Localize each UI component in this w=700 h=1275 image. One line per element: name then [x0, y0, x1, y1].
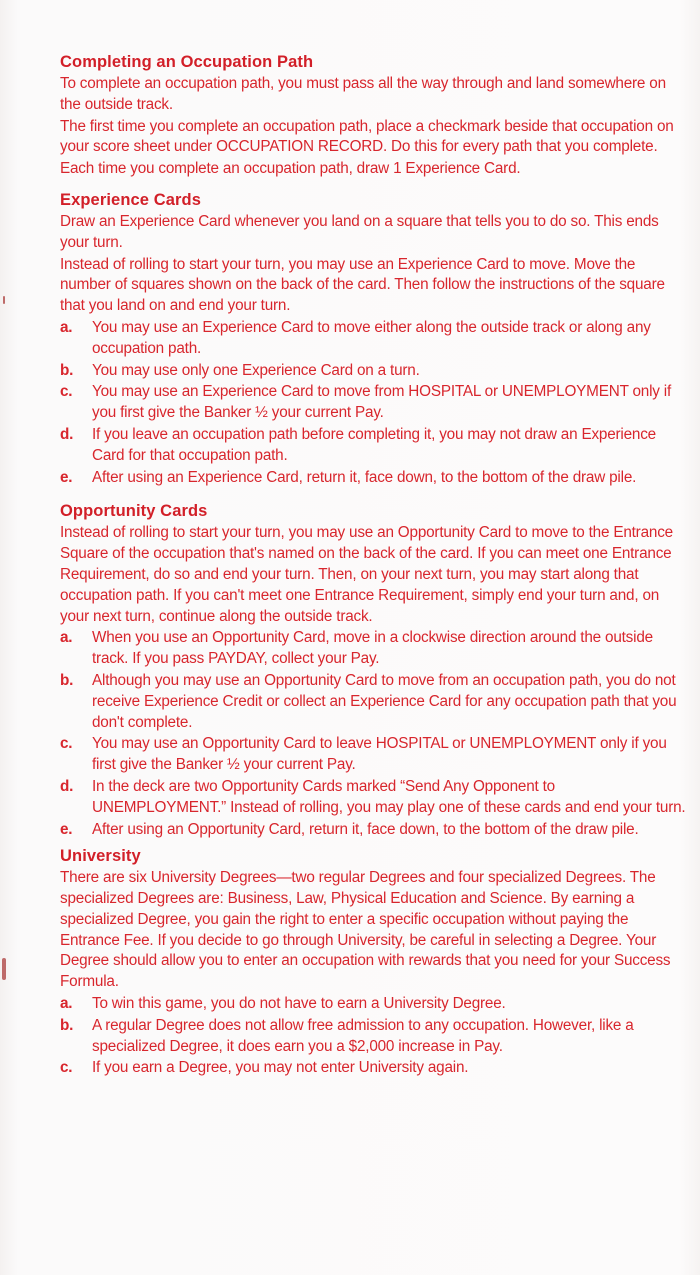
list-item	[60, 734, 686, 776]
item-text: You may use an Experience Card to move from HOSPITAL or UNEMPLOYMENT only if you first give the Banker ½ your current Pay.	[92, 383, 672, 422]
item-letter: c.	[60, 1059, 73, 1077]
list-item	[60, 994, 686, 1015]
list-item	[60, 628, 686, 670]
section-heading: Opportunity Cards	[60, 502, 208, 521]
item-letter: a.	[60, 995, 73, 1013]
item-text: If you leave an occupation path before completing it, you may not draw an Experience Card for that occupation path.	[92, 425, 656, 464]
item-text: When you use an Opportunity Card, move in a clockwise direction around the outside track. If you pass PAYDAY, collect your Pay.	[92, 629, 653, 668]
item-letter: d.	[60, 777, 74, 795]
list-item	[60, 318, 686, 360]
item-text: To win this game, you do not have to earn a University Degree.	[92, 995, 506, 1013]
rule-list	[60, 994, 686, 1079]
item-letter: e.	[60, 820, 73, 838]
paragraph: Instead of rolling to start your turn, you may use an Opportunity Card to move to the Entrance Square of the occupation that's named on the back of the card. If you can meet one Entrance Requirement, do so and end your turn. Then, on your next turn, you may start along that occupation path. If you can't meet one Entrance Requirement, simply end your turn and, on your next turn, continue along the outside track.	[60, 524, 673, 625]
paragraph: The first time you complete an occupation path, place a checkmark beside that occupation on your score sheet under OCCUPATION RECORD. Do this for every path that you complete.	[60, 117, 674, 156]
section-experience-cards	[60, 190, 686, 488]
paragraph: Instead of rolling to start your turn, you may use an Experience Card to move. Move the number of squares shown on the back of the card. Then follow the instructions of the square that you land on and end your turn.	[60, 255, 665, 315]
item-text: After using an Experience Card, return it, face down, to the bottom of the draw pile.	[92, 468, 637, 486]
page-stain-mark	[3, 296, 5, 304]
item-letter: a.	[60, 318, 73, 336]
item-letter: e.	[60, 468, 73, 486]
paragraph: There are six University Degrees—two regular Degrees and four specialized Degrees. The specialized Degrees are: Business, Law, Physical Education and Science. By earning a specialized Degree, you gain the right to enter a specific occupation without paying the Entrance Fee. If you decide to go through University, be careful in selecting a Degree. Your Degree should allow you to enter an occupation with rewards that you need for your Success Formula.	[60, 869, 671, 991]
paragraph: Each time you complete an occupation path, draw 1 Experience Card.	[60, 160, 521, 178]
list-item	[60, 468, 686, 489]
item-letter: d.	[60, 425, 74, 443]
list-item	[60, 1058, 686, 1079]
paragraph: To complete an occupation path, you must pass all the way through and land somewhere on the outside track.	[60, 75, 666, 113]
section-university	[60, 846, 686, 1079]
item-text: A regular Degree does not allow free admission to any occupation. However, like a specialized Degree, it does earn you a $2,000 increase in Pay.	[92, 1016, 634, 1055]
list-item	[60, 425, 686, 467]
item-text: You may use an Experience Card to move either along the outside track or along any occupation path.	[92, 318, 651, 357]
item-text: In the deck are two Opportunity Cards marked “Send Any Opponent to UNEMPLOYMENT.” Instead of rolling, you may play one of these cards and end your turn.	[92, 777, 686, 816]
section-heading: University	[60, 847, 141, 866]
list-item	[60, 1016, 686, 1058]
list-item	[60, 671, 686, 733]
item-letter: c.	[60, 735, 73, 753]
list-item	[60, 777, 686, 819]
item-text: After using an Opportunity Card, return it, face down, to the bottom of the draw pile.	[92, 820, 639, 838]
list-item	[60, 361, 686, 382]
item-letter: a.	[60, 629, 73, 647]
section-opportunity-cards	[60, 501, 686, 840]
item-text: You may use only one Experience Card on a turn.	[92, 361, 420, 379]
item-letter: c.	[60, 383, 73, 401]
section-heading: Completing an Occupation Path	[60, 53, 314, 71]
item-text: If you earn a Degree, you may not enter University again.	[92, 1059, 469, 1077]
item-letter: b.	[60, 361, 74, 379]
item-text: Although you may use an Opportunity Card to move from an occupation path, you do not receive Experience Credit or collect an Experience Card for any occupation path that you don't complete.	[92, 671, 677, 731]
item-text: You may use an Opportunity Card to leave HOSPITAL or UNEMPLOYMENT only if you first give the Banker ½ your current Pay.	[92, 735, 667, 774]
paragraph: Draw an Experience Card whenever you land on a square that tells you to do so. This ends your turn.	[60, 212, 659, 251]
page-stain-mark	[2, 958, 6, 980]
section-completing-occupation-path	[60, 52, 686, 180]
section-heading: Experience Cards	[60, 190, 202, 209]
item-letter: b.	[60, 671, 74, 689]
item-letter: b.	[60, 1016, 74, 1034]
rule-list	[60, 628, 686, 840]
list-item	[60, 820, 686, 841]
rule-list	[60, 318, 686, 488]
list-item	[60, 382, 686, 424]
